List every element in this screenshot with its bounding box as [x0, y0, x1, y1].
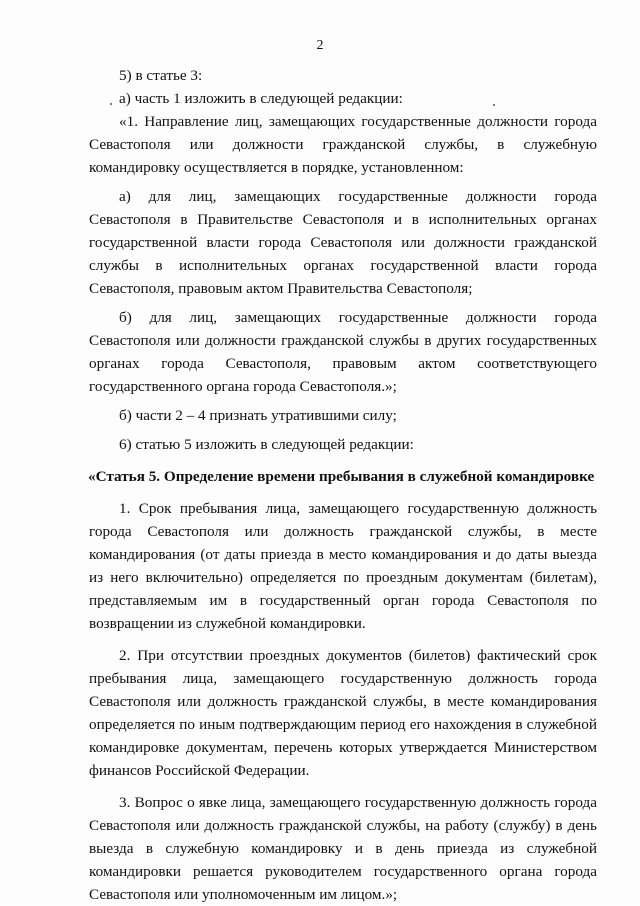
paragraph-part-1-amendment: а) часть 1 изложить в следующей редакции: [119, 90, 403, 107]
paragraph-item-3: 3. Вопрос о явке лица, замещающего государственную должность города Севастополя или должность гражданской службы, на работу (службу) в день выезда в служебную командировку и в день приезда из служебной командировки решается руководителем государственного органа города Севастополя или уполномоченным им лицом.»; [89, 794, 597, 903]
page-number: 2 [316, 38, 324, 53]
paragraph-direction-of-persons: «1. Направление лиц, замещающих государственные должности города Севастополя или должности гражданской службы, в служебную командировку осуществляется в порядке, установленном: [89, 113, 597, 176]
paragraph-article-5-amendment: 6) статью 5 изложить в следующей редакции: [119, 436, 414, 453]
paragraph-item-2: 2. При отсутствии проездных документов (билетов) фактический срок пребывания лица, замещающего государственную должность города Севастополя или должность гражданской службы, в месте командирования определяется по иным подтверждающим период его нахождения в служебной командировке документам, перечень которых утверждается Министерством финансов Российской Федерации. [89, 647, 597, 779]
paragraph-sub-a: а) для лиц, замещающих государственные должности города Севастополя в Правительстве Севастополя и в исполнительных органах государственной власти города Севастополя или должности гражданской службы в исполнительных органах государственной власти города Севастополя, правовым актом Правительства Севастополя; [89, 188, 597, 297]
paragraph-article-3: 5) в статье 3: [119, 67, 203, 84]
paragraph-item-1: 1. Срок пребывания лица, замещающего государственную должность города Севастополя или должность гражданской службы, в месте командирования (от даты приезда в место командирования и до даты выезда из него включительно) определяется по проездным документам (билетам), представляемым им в государственный орган города Севастополя по возвращении из служебной командировки. [89, 500, 597, 632]
paragraph-sub-b: б) для лиц, замещающих государственные должности города Севастополя или должности гражданской службы в других государственных органах города Севастополя, правовым актом соответствующего государственного органа города Севастополя.»; [89, 309, 597, 395]
paragraph-parts-2-4-void: б) части 2 – 4 признать утратившими силу; [119, 407, 397, 424]
article-5-heading: «Статья 5. Определение времени пребывания в служебной командировке [88, 468, 595, 485]
document-body [89, 64, 597, 906]
